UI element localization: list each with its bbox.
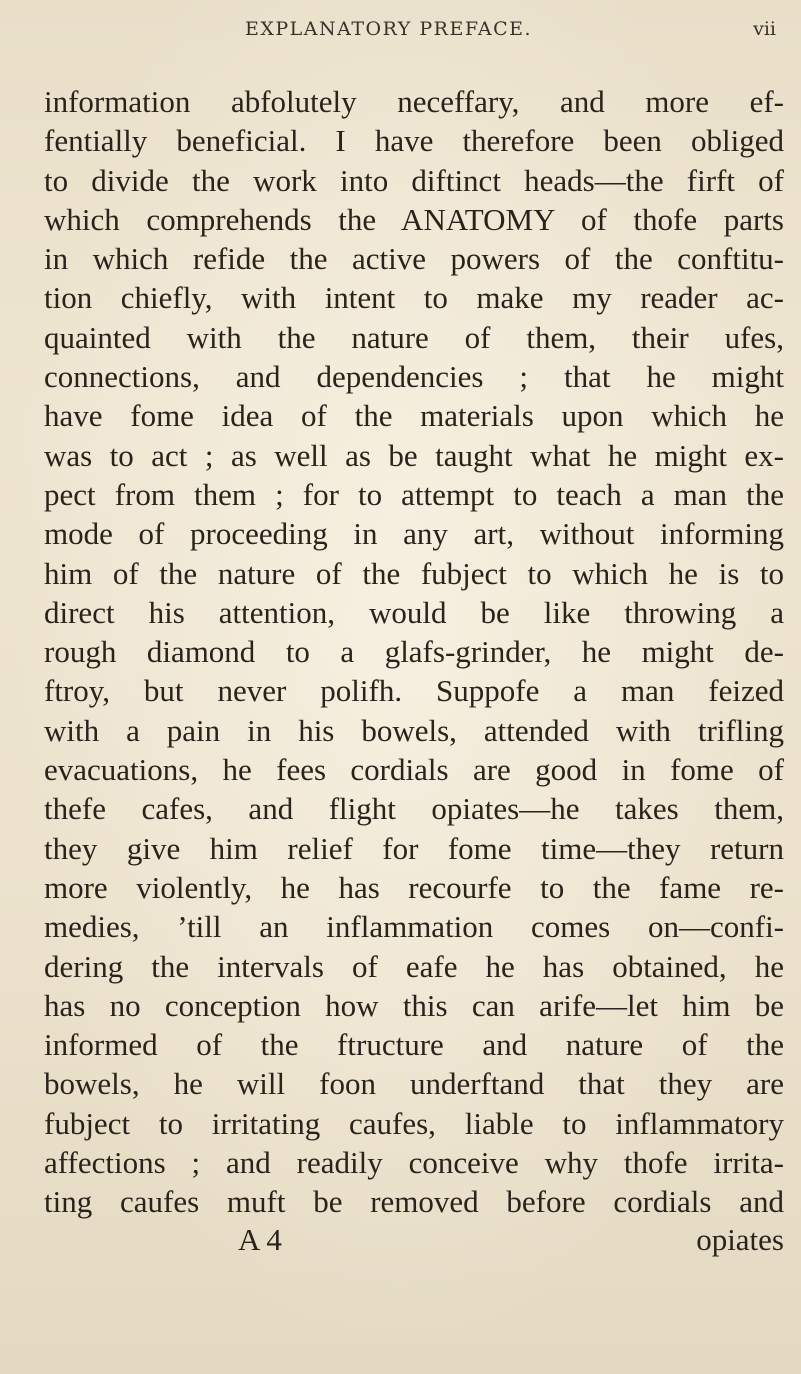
text-line: was to act ; as well as be taught what he might ex-: [44, 437, 784, 473]
text-line: informed of the ftructure and nature of the: [44, 1027, 784, 1063]
text-line: bowels, he will foon underftand that they are: [44, 1066, 784, 1102]
text-line: has no conception how this can arife—let him be: [44, 987, 784, 1023]
text-line: fubject to irritating caufes, liable to inflammatory: [44, 1105, 784, 1141]
text-line: more violently, he has recourfe to the fame re-: [44, 869, 784, 905]
catchword: opiates: [696, 1222, 784, 1257]
text-line: tion chiefly, with intent to make my reader ac-: [44, 280, 784, 316]
text-line: ftroy, but never polifh. Suppofe a man feized: [44, 673, 784, 709]
text-line: in which refide the active powers of the conftitu-: [44, 241, 784, 277]
text-line: which comprehends the ANATOMY of thofe parts: [44, 201, 784, 237]
text-line: connections, and dependencies ; that he might: [44, 359, 784, 395]
text-line: with a pain in his bowels, attended with trifling: [44, 712, 784, 748]
text-line: evacuations, he fees cordials are good in fome of: [44, 752, 784, 788]
text-line: pect from them ; for to attempt to teach a man the: [44, 476, 784, 512]
text-line: have fome idea of the materials upon which he: [44, 398, 784, 434]
text-line: rough diamond to a glafs-grinder, he might de-: [44, 634, 784, 670]
text-line: thefe cafes, and flight opiates—he takes them,: [44, 791, 784, 827]
text-line: information abfolutely neceffary, and more ef-: [44, 84, 784, 119]
text-line: quainted with the nature of them, their ufes,: [44, 319, 784, 355]
text-line: direct his attention, would be like throwing a: [44, 594, 784, 630]
text-line: ting caufes muft be removed before cordials and: [44, 1184, 784, 1220]
page-number: vii: [753, 18, 776, 40]
text-line: to divide the work into diftinct heads—the firft of: [44, 162, 784, 198]
body-text: [44, 82, 784, 1222]
catchline: [44, 1222, 784, 1262]
text-line: affections ; and readily conceive why thofe irrita-: [44, 1145, 784, 1181]
text-line: medies, ’till an inflammation comes on—confi-: [44, 909, 784, 945]
text-line: fentially beneficial. I have therefore been obliged: [44, 123, 784, 159]
running-head: EXPLANATORY PREFACE.: [245, 18, 533, 40]
text-line: they give him relief for fome time—they return: [44, 830, 784, 866]
text-line: him of the nature of the fubject to which he is to: [44, 555, 784, 591]
text-line: dering the intervals of eafe he has obtained, he: [44, 948, 784, 984]
text-line: mode of proceeding in any art, without informing: [44, 516, 784, 552]
signature-mark: A 4: [238, 1222, 282, 1257]
